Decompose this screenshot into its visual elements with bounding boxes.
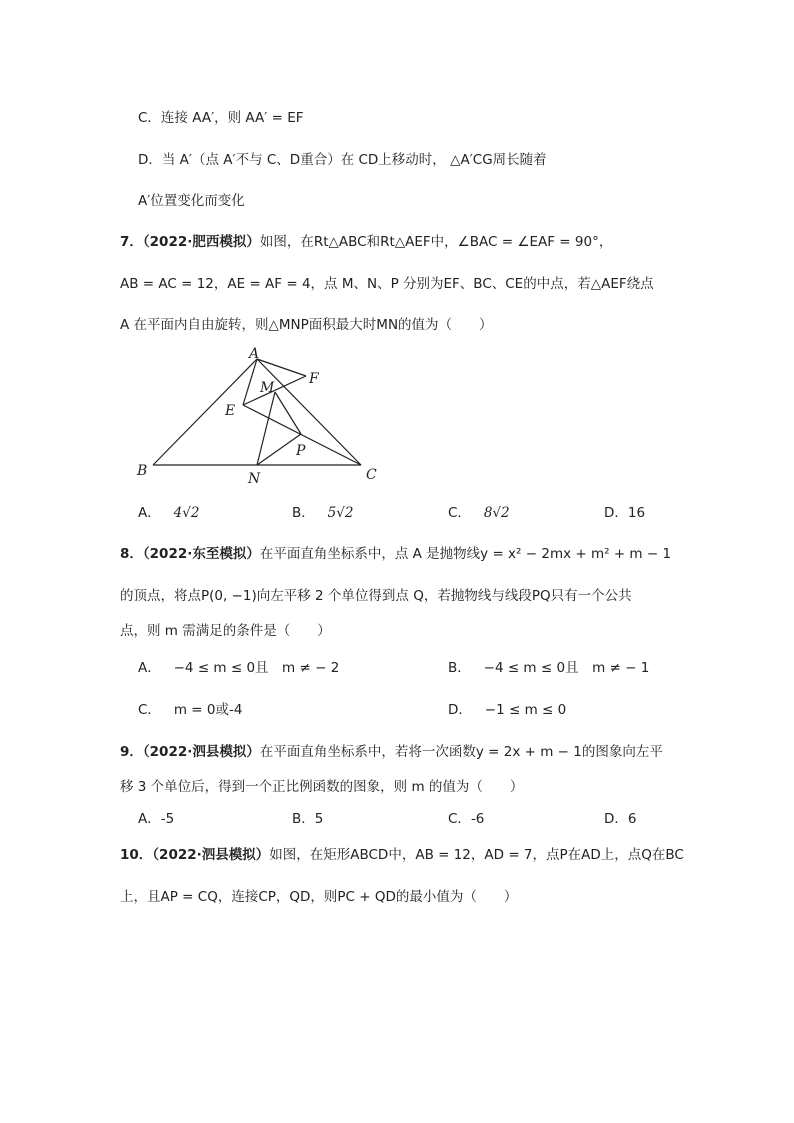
segment-ef [243, 376, 306, 405]
segment-af [257, 359, 306, 376]
q7-option-b: B． 5√2 [292, 505, 354, 521]
q10-source: （2022·泗县模拟） [152, 847, 270, 863]
q8-option-b: B． −4 ≤ m ≤ 0且 m ≠ − 1 [448, 660, 650, 676]
q8-number: 8． [120, 546, 143, 562]
q6-option-d-line1: D．当 A′（点 A′不与 C、D重合）在 CD上移动时， △A′CG周长随着 [138, 152, 547, 168]
q10-number: 10． [120, 847, 153, 863]
q8-line3: 点，则 m 需满足的条件是（ ） [120, 623, 331, 639]
q8-option-d: D． −1 ≤ m ≤ 0 [448, 702, 567, 718]
label-n: N [248, 471, 261, 487]
q10-line1 [120, 845, 684, 865]
q8-source: （2022·东至模拟） [142, 546, 260, 562]
q9-number: 9． [120, 744, 143, 760]
q8-option-a: A． −4 ≤ m ≤ 0且 m ≠ − 2 [138, 660, 340, 676]
label-e: E [225, 403, 236, 419]
q9-option-d: D．6 [604, 811, 637, 827]
q7-line3: A 在平面内自由旋转，则△MNP面积最大时MN的值为（ ） [120, 317, 493, 333]
label-c: C [366, 467, 377, 483]
q7-geometry-figure [130, 345, 390, 490]
segment-ab [153, 359, 257, 465]
q9-source: （2022·泗县模拟） [142, 744, 260, 760]
label-b: B [137, 463, 148, 479]
q9-option-c: C．-6 [448, 811, 485, 827]
label-f: F [309, 371, 319, 387]
q9-line2: 移 3 个单位后，得到一个正比例函数的图象，则 m 的值为（ ） [120, 779, 524, 795]
q9-text-1: 在平面直角坐标系中，若将一次函数y = 2x + m − 1的图象向左平 [259, 744, 663, 760]
q7-text-1: 如图，在Rt△ABC和Rt△AEF中，∠BAC = ∠EAF = 90°， [259, 234, 613, 250]
q7-source: （2022·肥西模拟） [142, 234, 260, 250]
q7-option-d: D．16 [604, 505, 646, 521]
label-a: A [249, 346, 260, 362]
label-m: M [260, 380, 275, 396]
q8-text-1: 在平面直角坐标系中，点 A 是抛物线y = x² − 2mx + m² + m − 1 [259, 546, 672, 562]
q8-option-c: C． m = 0或-4 [138, 702, 243, 718]
q6-option-d-line2: A′位置变化而变化 [138, 193, 245, 209]
q7-option-c: C． 8√2 [448, 505, 510, 521]
q6-option-c: C．连接 AA′，则 AA′ = EF [138, 110, 304, 126]
q7-line2: AB = AC = 12，AE = AF = 4，点 M、N、P 分别为EF、BC、CE的中点，若△AEF绕点 [120, 276, 654, 292]
q10-text-1: 如图，在矩形ABCD中，AB = 12，AD = 7，点P在AD上，点Q在BC [269, 847, 684, 863]
q7-number: 7． [120, 234, 143, 250]
q7-line1 [120, 232, 612, 252]
q9-option-a: A．-5 [138, 811, 175, 827]
q8-line1 [120, 544, 671, 564]
label-p: P [296, 443, 306, 459]
q8-line2: 的顶点，将点P(0, −1)向左平移 2 个单位得到点 Q，若抛物线与线段PQ只有一个公共 [120, 588, 632, 604]
q10-line2: 上，且AP = CQ，连接CP，QD，则PC + QD的最小值为（ ） [120, 889, 518, 905]
q9-line1 [120, 742, 663, 762]
q9-option-b: B．5 [292, 811, 324, 827]
q7-option-a: A． 4√2 [138, 505, 200, 521]
